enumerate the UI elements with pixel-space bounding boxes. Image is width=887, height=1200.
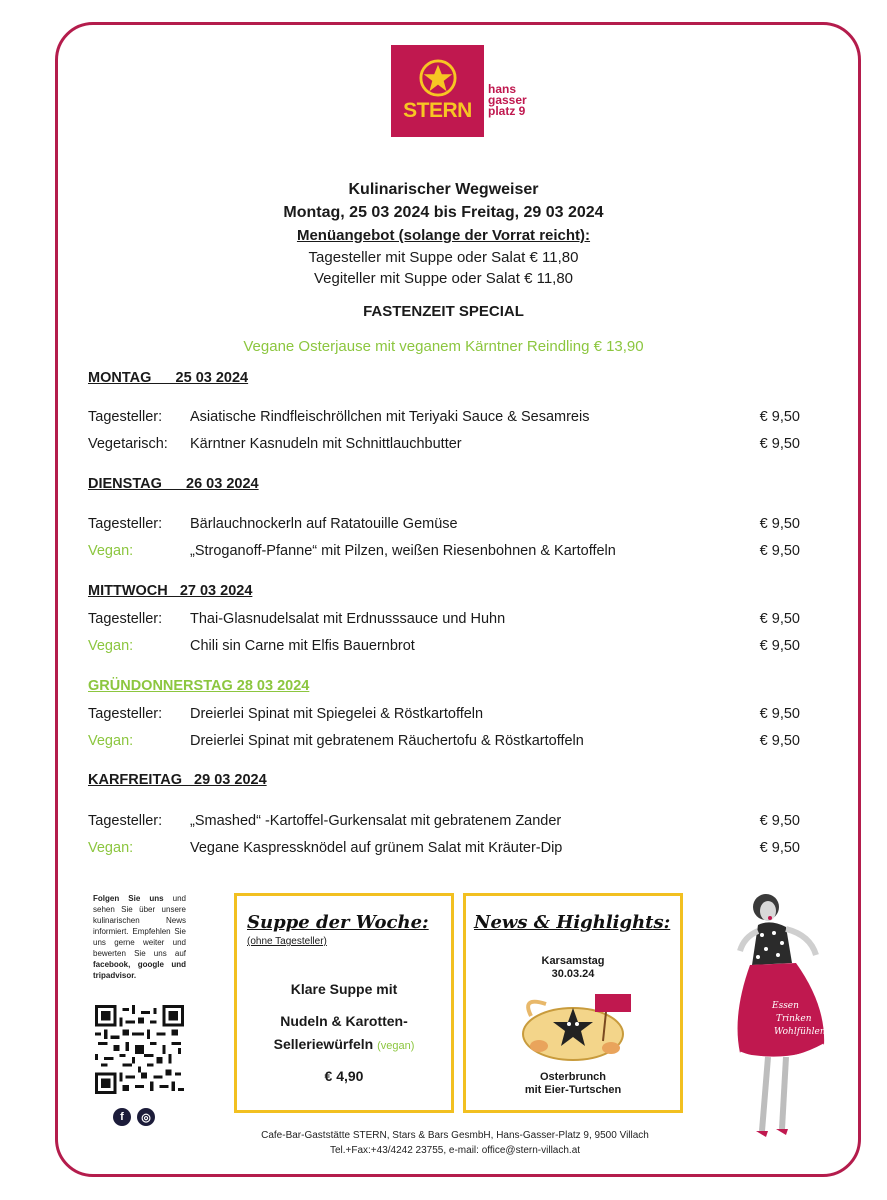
stern-logo: [391, 45, 484, 137]
news-day: Karsamstag: [541, 955, 605, 967]
menu-row: [88, 516, 800, 536]
menu-dish: „Stroganoff-Pfanne“ mit Pilzen, weißen Riesenbohnen & Kartoffeln: [190, 543, 616, 559]
menu-label: Tagesteller:: [88, 611, 163, 627]
menu-label: Vegan:: [88, 543, 134, 559]
menu-dish: Asiatische Rindfleischröllchen mit Teriyaki Sauce & Sesamreis: [190, 409, 590, 425]
menu-price: € 9,50: [759, 706, 800, 722]
menu-price: € 9,50: [759, 543, 800, 559]
menu-row: [88, 611, 800, 631]
menu-price: € 9,50: [759, 409, 800, 425]
social-channels: facebook, google und tripadvisor.: [93, 960, 186, 980]
menu-price: € 9,50: [759, 436, 800, 452]
vegan-tag: (vegan): [377, 1040, 415, 1052]
day-heading: MONTAG 25 03 2024: [88, 370, 249, 386]
menu-row: [88, 840, 800, 860]
page-title: Kulinarischer Wegweiser: [348, 181, 539, 198]
soup-title: Suppe der Woche:: [247, 912, 429, 933]
menu-row: [88, 543, 800, 563]
menu-label: Tagesteller:: [88, 516, 163, 532]
menu-price: € 9,50: [759, 813, 800, 829]
vegan-special: Vegane Osterjause mit veganem Kärntner Reindling € 13,90: [243, 338, 644, 355]
facebook-icon[interactable]: f: [113, 1108, 131, 1126]
logo-word: STERN: [403, 99, 472, 122]
offer-line: Vegiteller mit Suppe oder Salat € 11,80: [313, 270, 574, 287]
menu-price: € 9,50: [759, 840, 800, 856]
social-lead: Folgen Sie uns: [93, 894, 164, 903]
news-caption: Osterbrunch: [539, 1071, 606, 1083]
news-caption: mit Eier-Turtschen: [524, 1084, 622, 1096]
day-heading: GRÜNDONNERSTAG 28 03 2024: [88, 678, 310, 694]
menu-dish: Thai-Glasnudelsalat mit Erdnusssauce und Huhn: [190, 611, 506, 627]
menu-dish: Dreierlei Spinat mit gebratenem Räuchertofu & Röstkartoffeln: [190, 733, 584, 749]
soup-subtitle: (ohne Tagesteller): [247, 936, 327, 947]
logo-address-line: gasser: [488, 93, 527, 107]
menu-dish: Dreierlei Spinat mit Spiegelei & Röstkartoffeln: [190, 706, 484, 722]
pinup-girl-illustration: [730, 885, 830, 1145]
day-heading: DIENSTAG 26 03 2024: [88, 476, 259, 492]
menu-label: Vegan:: [88, 638, 134, 654]
soup-line: [237, 1030, 451, 1061]
offer-heading: Menüangebot (solange der Vorrat reicht):: [296, 227, 591, 244]
menu-price: € 9,50: [759, 733, 800, 749]
menu-dish: Vegane Kaspressknödel auf grünem Salat mit Kräuter-Dip: [190, 840, 563, 856]
menu-price: € 9,50: [759, 611, 800, 627]
logo-address-line: platz 9: [488, 104, 526, 118]
date-range: Montag, 25 03 2024 bis Freitag, 29 03 2024: [283, 204, 604, 221]
menu-row: [88, 706, 800, 726]
menu-dish: Bärlauchnockerln auf Ratatouille Gemüse: [190, 516, 458, 532]
social-icons: [113, 1108, 155, 1126]
menu-row: [88, 813, 800, 833]
pinup-skirt-text: Essen: [772, 1001, 799, 1011]
social-text: [93, 893, 186, 981]
pinup-skirt-text: Trinken: [776, 1014, 812, 1024]
day-heading: KARFREITAG 29 03 2024: [88, 772, 267, 788]
qr-code-icon[interactable]: [95, 1005, 184, 1094]
menu-price: € 9,50: [759, 516, 800, 532]
menu-label: Tagesteller:: [88, 813, 163, 829]
menu-dish: Kärntner Kasnudeln mit Schnittlauchbutter: [190, 436, 462, 452]
offer-line: Tagesteller mit Suppe oder Salat € 11,80: [308, 249, 579, 266]
easter-brunch-illustration-icon: [511, 986, 636, 1066]
day-heading: MITTWOCH 27 03 2024: [88, 583, 253, 599]
menu-label: Vegetarisch:: [88, 436, 168, 452]
menu-row: [88, 638, 800, 658]
menu-row: [88, 409, 800, 429]
menu-label: Vegan:: [88, 840, 134, 856]
menu-dish: „Smashed“ -Kartoffel-Gurkensalat mit gebratenem Zander: [190, 813, 562, 829]
pinup-skirt-text: Wohlfühlen: [774, 1027, 826, 1037]
news-title: News & Highlights:: [474, 912, 671, 933]
soup-price: € 4,90: [324, 1068, 364, 1084]
logo-address: [488, 84, 527, 117]
star-icon: [419, 59, 457, 97]
menu-label: Tagesteller:: [88, 409, 163, 425]
news-date: 30.03.24: [551, 968, 595, 980]
logo-address-line: hans: [488, 82, 517, 96]
menu-row: [88, 733, 800, 753]
soup-of-week-box: [234, 893, 454, 1113]
menu-dish: Chili sin Carne mit Elfis Bauernbrot: [190, 638, 415, 654]
instagram-icon[interactable]: ◎: [137, 1108, 155, 1126]
soup-line-text: Selleriewürfeln: [273, 1036, 374, 1052]
social-body: und sehen Sie über unsere kulinarischen News informiert. Empfehlen Sie uns gerne weiter und bewerten Sie uns auf: [93, 894, 186, 958]
special-heading: FASTENZEIT SPECIAL: [363, 303, 524, 320]
menu-row: [88, 436, 800, 456]
soup-line: Klare Suppe mit: [290, 981, 398, 997]
menu-label: Tagesteller:: [88, 706, 163, 722]
footer-contact: Tel.+Fax:+43/4242 23755, e-mail: office@stern-villach.at: [329, 1145, 581, 1156]
news-box: [463, 893, 683, 1113]
menu-label: Vegan:: [88, 733, 134, 749]
footer-address: Cafe-Bar-Gaststätte STERN, Stars & Bars GesmbH, Hans-Gasser-Platz 9, 9500 Villach: [261, 1130, 649, 1141]
menu-price: € 9,50: [759, 638, 800, 654]
soup-line: Nudeln & Karotten-: [280, 1013, 408, 1029]
